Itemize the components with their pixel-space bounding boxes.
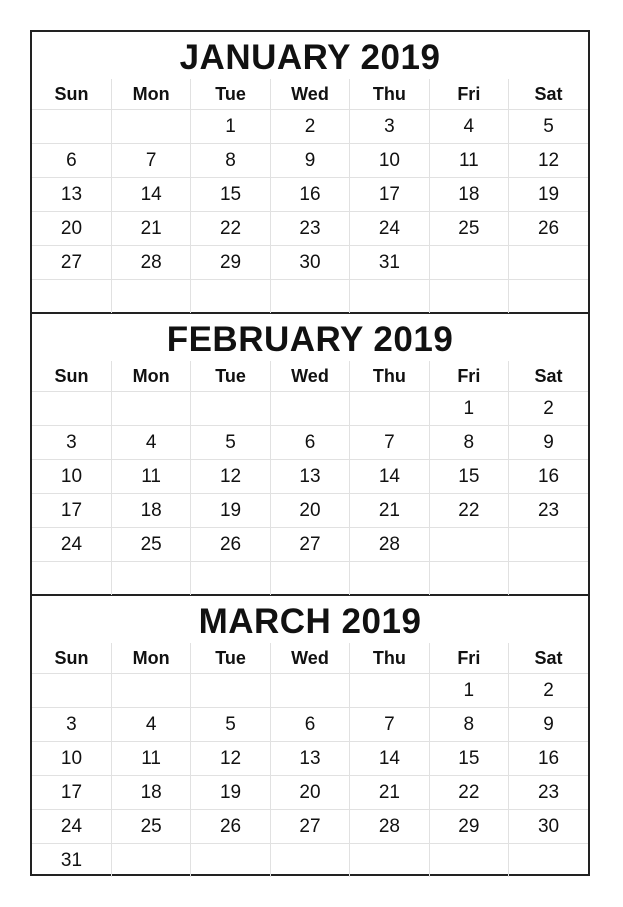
month-march <box>32 596 588 878</box>
day-cell: 23 <box>270 212 349 246</box>
day-cell: 2 <box>509 674 588 708</box>
day-cell <box>32 280 111 314</box>
day-cell <box>270 844 349 878</box>
day-cell: 15 <box>429 742 508 776</box>
day-cell <box>270 280 349 314</box>
week-row <box>32 776 588 810</box>
day-cell <box>191 844 270 878</box>
day-cell <box>509 528 588 562</box>
day-cell <box>191 280 270 314</box>
day-cell: 27 <box>270 528 349 562</box>
weekday-header: Sat <box>509 643 588 674</box>
day-cell: 3 <box>32 708 111 742</box>
week-row <box>32 178 588 212</box>
week-row <box>32 110 588 144</box>
day-cell: 16 <box>509 742 588 776</box>
day-cell: 29 <box>429 810 508 844</box>
day-cell <box>509 246 588 280</box>
day-cell <box>429 280 508 314</box>
day-cell <box>509 280 588 314</box>
day-cell: 7 <box>350 426 429 460</box>
week-row <box>32 212 588 246</box>
weekday-header: Mon <box>111 79 190 110</box>
week-row <box>32 280 588 314</box>
day-cell: 17 <box>350 178 429 212</box>
day-cell: 24 <box>32 528 111 562</box>
weekday-header-row <box>32 361 588 392</box>
month-february <box>32 314 588 596</box>
day-cell <box>350 280 429 314</box>
day-cell: 3 <box>32 426 111 460</box>
week-row <box>32 562 588 596</box>
day-cell: 23 <box>509 776 588 810</box>
day-cell: 6 <box>270 708 349 742</box>
week-row <box>32 246 588 280</box>
day-cell: 21 <box>350 494 429 528</box>
weekday-header-row <box>32 643 588 674</box>
weekday-header: Sat <box>509 79 588 110</box>
day-cell <box>429 246 508 280</box>
day-cell: 25 <box>111 528 190 562</box>
day-cell <box>509 562 588 596</box>
day-cell <box>111 110 190 144</box>
day-cell: 5 <box>191 708 270 742</box>
day-cell: 9 <box>270 144 349 178</box>
day-cell <box>32 674 111 708</box>
weekday-header-row <box>32 79 588 110</box>
day-cell: 25 <box>111 810 190 844</box>
day-cell: 10 <box>32 460 111 494</box>
day-cell: 7 <box>350 708 429 742</box>
day-cell: 18 <box>429 178 508 212</box>
month-grid <box>32 643 588 877</box>
weekday-header: Sun <box>32 361 111 392</box>
day-cell: 26 <box>509 212 588 246</box>
day-cell: 18 <box>111 494 190 528</box>
week-row <box>32 844 588 878</box>
day-cell: 10 <box>350 144 429 178</box>
weekday-header: Wed <box>270 361 349 392</box>
day-cell <box>111 280 190 314</box>
day-cell <box>191 562 270 596</box>
weekday-header: Thu <box>350 79 429 110</box>
day-cell: 19 <box>509 178 588 212</box>
day-cell <box>111 844 190 878</box>
month-title: MARCH 2019 <box>198 602 422 641</box>
weekday-header: Thu <box>350 361 429 392</box>
day-cell: 24 <box>32 810 111 844</box>
day-cell: 1 <box>429 392 508 426</box>
week-row <box>32 144 588 178</box>
day-cell <box>191 392 270 426</box>
week-row <box>32 810 588 844</box>
day-cell: 11 <box>111 460 190 494</box>
week-row <box>32 392 588 426</box>
day-cell: 22 <box>429 776 508 810</box>
day-cell <box>270 562 349 596</box>
day-cell: 29 <box>191 246 270 280</box>
day-cell <box>509 844 588 878</box>
day-cell: 4 <box>111 426 190 460</box>
day-cell: 28 <box>111 246 190 280</box>
day-cell: 5 <box>191 426 270 460</box>
day-cell: 20 <box>270 776 349 810</box>
day-cell: 20 <box>270 494 349 528</box>
day-cell: 2 <box>270 110 349 144</box>
weekday-header: Sun <box>32 643 111 674</box>
day-cell: 14 <box>350 742 429 776</box>
day-cell: 19 <box>191 776 270 810</box>
day-cell: 27 <box>32 246 111 280</box>
month-grid <box>32 79 588 313</box>
day-cell: 13 <box>270 742 349 776</box>
day-cell: 30 <box>509 810 588 844</box>
weekday-header: Wed <box>270 79 349 110</box>
day-cell: 14 <box>111 178 190 212</box>
day-cell: 26 <box>191 528 270 562</box>
day-cell <box>270 674 349 708</box>
day-cell: 24 <box>350 212 429 246</box>
day-cell: 4 <box>429 110 508 144</box>
day-cell: 13 <box>32 178 111 212</box>
day-cell: 31 <box>60 849 83 871</box>
day-cell: 15 <box>429 460 508 494</box>
day-cell: 5 <box>509 110 588 144</box>
day-cell: 18 <box>111 776 190 810</box>
day-cell: 22 <box>429 494 508 528</box>
weekday-header: Wed <box>270 643 349 674</box>
weekday-header: Thu <box>350 643 429 674</box>
day-cell <box>429 844 508 878</box>
day-cell: 1 <box>191 110 270 144</box>
day-cell: 28 <box>350 810 429 844</box>
weekday-header: Sun <box>32 79 111 110</box>
day-cell: 21 <box>350 776 429 810</box>
day-cell: 25 <box>429 212 508 246</box>
day-cell: 10 <box>32 742 111 776</box>
week-row <box>32 742 588 776</box>
week-row <box>32 460 588 494</box>
weekday-header: Fri <box>429 643 508 674</box>
day-cell: 30 <box>270 246 349 280</box>
day-cell: 17 <box>32 776 111 810</box>
day-cell: 9 <box>509 708 588 742</box>
day-cell <box>350 392 429 426</box>
day-cell: 21 <box>111 212 190 246</box>
day-cell <box>350 844 429 878</box>
day-cell: 31 <box>350 246 429 280</box>
day-cell: 14 <box>350 460 429 494</box>
day-cell: 1 <box>429 674 508 708</box>
day-cell: 6 <box>270 426 349 460</box>
day-cell <box>429 562 508 596</box>
day-cell: 20 <box>32 212 111 246</box>
day-cell: 4 <box>111 708 190 742</box>
day-cell <box>111 562 190 596</box>
weekday-header: Tue <box>191 643 270 674</box>
month-grid <box>32 361 588 595</box>
day-cell: 13 <box>270 460 349 494</box>
weekday-header: Mon <box>111 643 190 674</box>
weekday-header: Tue <box>191 361 270 392</box>
day-cell <box>429 528 508 562</box>
day-cell: 2 <box>509 392 588 426</box>
day-cell <box>32 562 111 596</box>
weekday-header: Fri <box>429 79 508 110</box>
day-cell: 6 <box>32 144 111 178</box>
weekday-header: Sat <box>509 361 588 392</box>
week-row <box>32 674 588 708</box>
month-january <box>32 32 588 314</box>
weekday-header: Mon <box>111 361 190 392</box>
day-cell: 11 <box>111 742 190 776</box>
day-cell <box>270 392 349 426</box>
day-cell: 16 <box>270 178 349 212</box>
day-cell: 28 <box>350 528 429 562</box>
day-cell <box>32 110 111 144</box>
weekday-header: Fri <box>429 361 508 392</box>
day-cell <box>350 674 429 708</box>
day-cell: 17 <box>32 494 111 528</box>
day-cell: 8 <box>191 144 270 178</box>
day-cell <box>191 674 270 708</box>
week-row <box>32 528 588 562</box>
day-cell: 23 <box>509 494 588 528</box>
day-cell: 8 <box>429 708 508 742</box>
weekday-header: Tue <box>191 79 270 110</box>
day-cell: 12 <box>191 460 270 494</box>
day-cell <box>32 392 111 426</box>
day-cell <box>111 674 190 708</box>
day-cell: 19 <box>191 494 270 528</box>
day-cell: 11 <box>429 144 508 178</box>
day-cell: 22 <box>191 212 270 246</box>
day-cell: 26 <box>191 810 270 844</box>
calendar-sheet <box>30 30 590 876</box>
day-cell: 7 <box>111 144 190 178</box>
day-cell: 27 <box>270 810 349 844</box>
day-cell: 16 <box>509 460 588 494</box>
day-cell: 8 <box>429 426 508 460</box>
day-cell <box>350 562 429 596</box>
day-cell: 12 <box>509 144 588 178</box>
day-cell: 12 <box>191 742 270 776</box>
week-row <box>32 708 588 742</box>
week-row <box>32 494 588 528</box>
day-cell: 9 <box>509 426 588 460</box>
week-row <box>32 426 588 460</box>
day-cell <box>111 392 190 426</box>
day-cell: 3 <box>350 110 429 144</box>
month-title: FEBRUARY 2019 <box>166 320 454 359</box>
month-title: JANUARY 2019 <box>179 38 441 77</box>
day-cell: 15 <box>191 178 270 212</box>
